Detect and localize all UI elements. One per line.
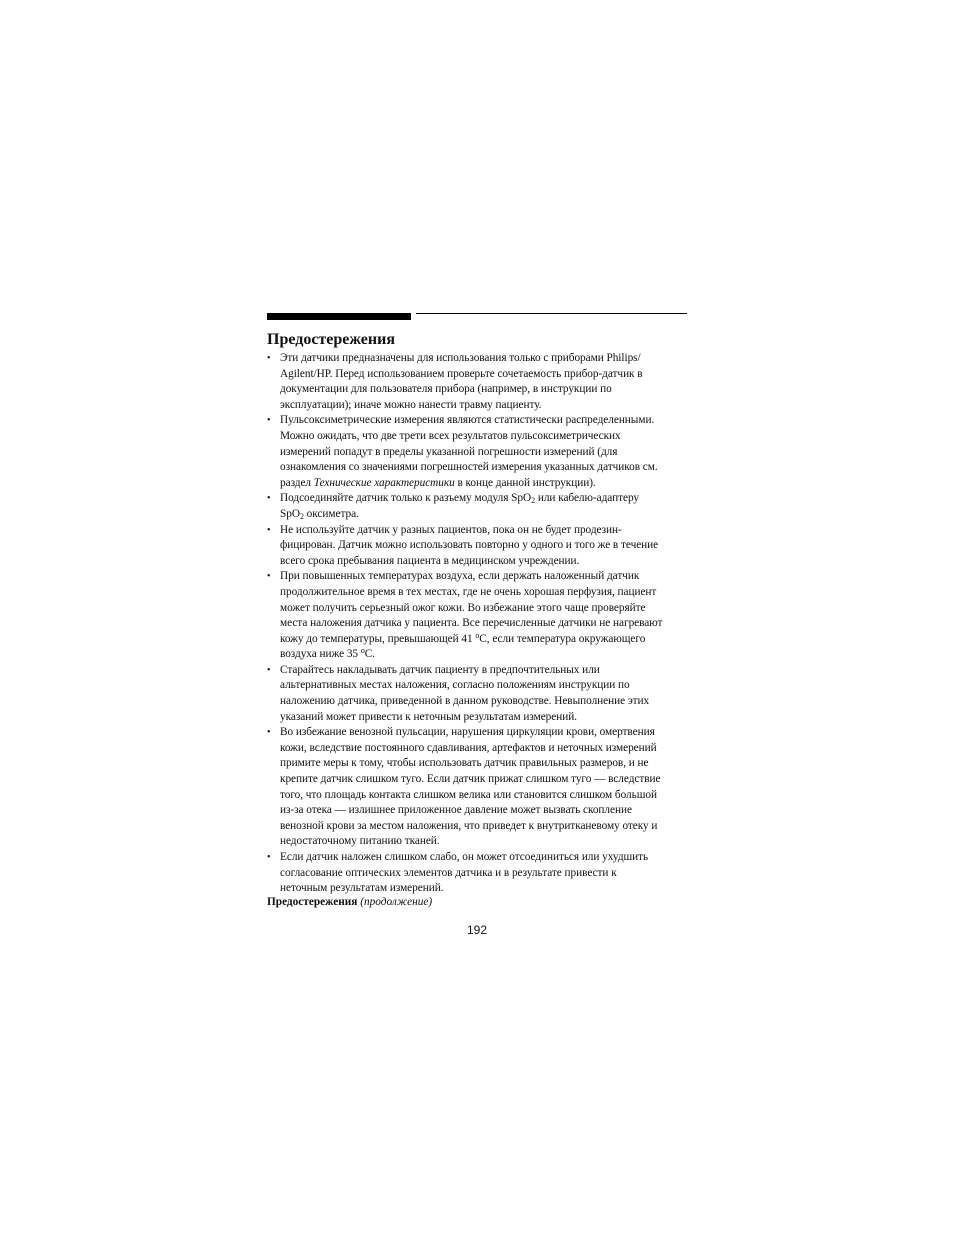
list-item: • Пульсоксиметрические измерения являются статистически распределенными. Можно ожидать, что две трети всех результатов пульсоксиметрических измерений попадут в пределы указанной погрешности измерений (для ознакомления со значениями погрешностей измерения указанных датчиков см. раздел Технические характеристики в конце данной инструкции). [267,414,658,489]
bullet-icon: • [267,664,271,676]
bullet-icon: • [267,571,271,583]
list-item: • Эти датчики предназначены для использования только с приборами Philips/ Agilent/HP. Перед использованием проверьте сочетаемость прибор-датчик в документации для пользователя прибора (например, в инструкции по эксплуатации); иначе можно нанести травму пациенту. [267,352,643,411]
bullet-icon: • [267,493,271,505]
bullet-icon: • [267,353,271,364]
continued-note: (продолжение) [360,896,433,908]
continued-footer [267,895,432,910]
bullet-icon: • [267,415,271,427]
continued-title: Предостережения [267,896,358,908]
section-title: Предостережения [267,331,395,348]
list-item: • Подсоединяйте датчик только к разъему модуля SpO$_2$ или кабелю-адаптеру SpO$_2$ оксиметра. [267,492,639,521]
bullet-icon: • [267,524,271,536]
bullet-icon: • [267,727,271,739]
bullet-icon: • [267,852,271,863]
list-item: • При повышенных температурах воздуха, если держать наложенный датчик продолжительное время в тех местах, где не очень хорошая перфузия, пациент может получить серьезный ожог кожи. Во избежание этого чаще проверяйте места наложения датчика у пациента. Все перечисленные датчики не нагревают кожу до температуры, превышающей 41 $^o$C, если температура окружающего воздуха ниже 35 $^o$C. [267,570,663,661]
list-item: • Если датчик наложен слишком слабо, он может отсоединиться или ухудшить согласование оптических элементов датчика и в результате привести к неточным результатам измерений. [267,851,649,895]
page-number: 192 [466,923,488,937]
header-rule-thin [416,313,687,314]
spec-reference: Технические характеристики [313,476,455,489]
list-item: • Не используйте датчик у разных пациентов, пока он не будет продезин- фицирован. Датчик можно использовать повторно у одного и того же в течение всего срока пребывания пациента в медицинском учреждении. [267,523,659,567]
list-item: • Старайтесь накладывать датчик пациенту в предпочтительных или альтернативных местах наложения, согласно положениям инструкции по наложению датчика, приведенной в данном руководстве. Невыполнение этих указаний может привести к неточным результатам измерений. [267,663,650,723]
header-rule-thick [267,313,411,320]
warnings-list [267,351,689,897]
list-item: • Во избежание венозной пульсации, нарушения циркуляции крови, омертвения кожи, вследствие постоянного сдавливания, артефактов и неточных измерений примите меры к тому, чтобы использовать датчик правильных размеров, и не крепите датчик слишком туго. Если датчик прижат слишком туго — вследствие того, что площадь контакта слишком велика или становится слишком большой из-за отека — излишнее приложенное давление может вызвать скопление венозной крови за местом наложения, что приведет к внутритканевому отеку и недостаточному питанию тканей. [267,726,661,848]
